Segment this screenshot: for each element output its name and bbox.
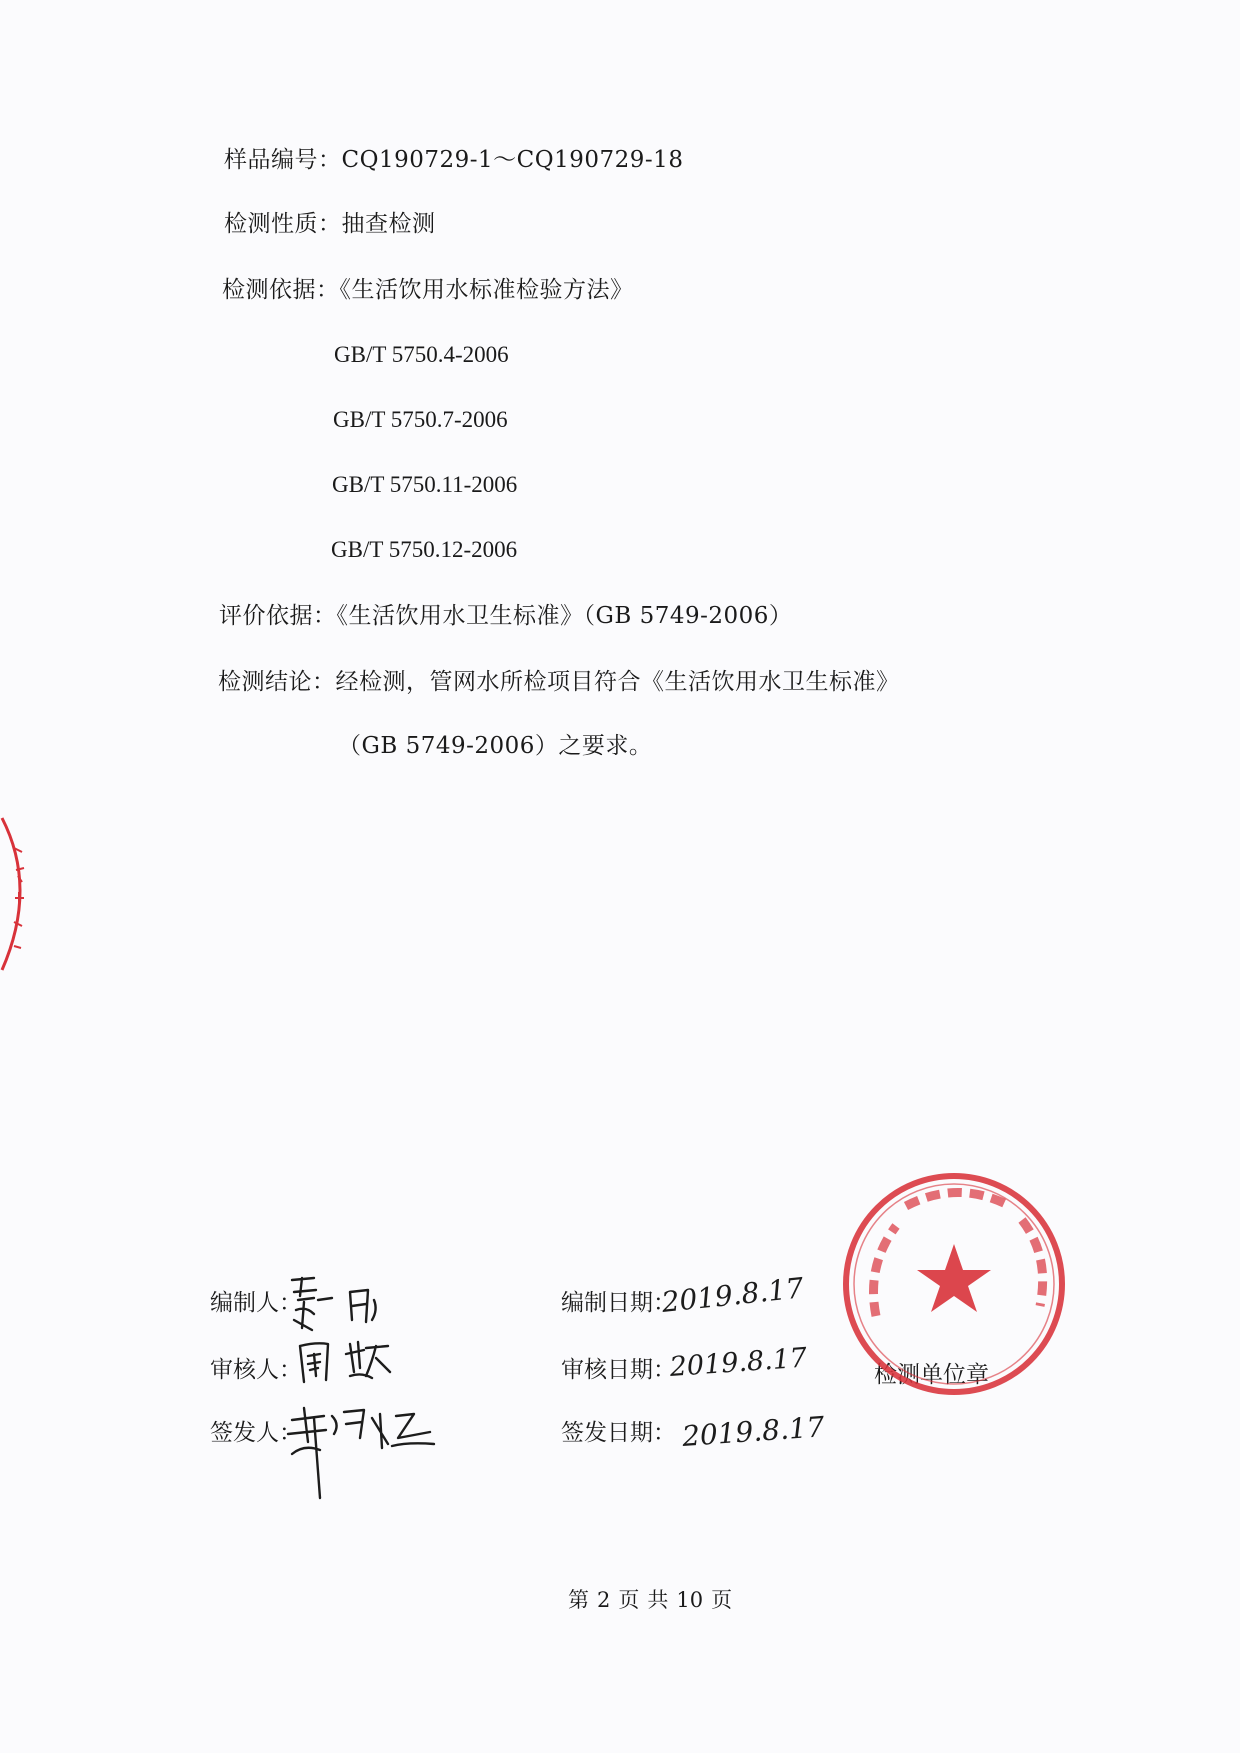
sample-number-value: CQ190729-1～CQ190729-18 — [341, 147, 684, 173]
conclusion-line-1: 经检测，管网水所检项目符合《生活饮用水卫生标准》 — [335, 669, 900, 695]
test-basis-value: 《生活饮用水标准检验方法》 — [339, 277, 634, 303]
sample-number-row — [224, 145, 683, 175]
conclusion-label: 检测结论： — [218, 669, 336, 695]
reviewer-label: 审核人： — [210, 1357, 302, 1383]
svg-text:2019.8.17: 2019.8.17 — [668, 1342, 808, 1384]
test-basis-row — [222, 275, 634, 305]
edge-seal-fragment — [0, 818, 40, 978]
footer-total-word: 共 — [647, 1588, 669, 1612]
conclusion-row — [218, 667, 900, 697]
conclusion-line-2: （GB 5749-2006）之要求。 — [338, 733, 653, 759]
sample-number-label: 样品编号： — [224, 147, 342, 173]
issuer-label: 签发人： — [210, 1420, 302, 1446]
evaluation-basis-value: 《生活饮用水卫生标准》（GB 5749-2006） — [336, 603, 793, 629]
standard-item: GB/T 5750.7-2006 — [333, 407, 508, 432]
svg-text:2019.8.17: 2019.8.17 — [660, 1271, 806, 1320]
compile-date-handwritten — [660, 1272, 810, 1332]
evaluation-basis-label: 评价依据： — [219, 603, 337, 629]
total-pages: 10 — [676, 1588, 704, 1612]
footer-prefix: 第 — [568, 1588, 589, 1612]
seal-label: 检测单位章 — [874, 1362, 989, 1388]
page-number — [564, 1586, 736, 1614]
review-date-handwritten — [668, 1338, 818, 1398]
test-nature-value: 抽查检测 — [341, 211, 436, 237]
evaluation-basis-row — [219, 601, 792, 631]
compile-date-label: 编制日期： — [561, 1290, 676, 1316]
svg-text:2019.8.17: 2019.8.17 — [681, 1410, 826, 1454]
test-basis-label: 检测依据： — [222, 277, 340, 303]
standard-item: GB/T 5750.4-2006 — [334, 342, 509, 367]
footer-suffix: 页 — [711, 1588, 733, 1612]
compiler-signature — [288, 1270, 398, 1340]
issue-date-handwritten — [680, 1402, 830, 1472]
issue-date-label: 签发日期： — [561, 1420, 676, 1446]
standard-item: GB/T 5750.11-2006 — [332, 472, 518, 497]
official-seal — [836, 1166, 1072, 1402]
current-page: 2 — [597, 1588, 611, 1612]
test-nature-label: 检测性质： — [224, 211, 342, 237]
footer-page-word: 页 — [618, 1588, 640, 1612]
issuer-signature — [284, 1398, 444, 1508]
test-nature-row — [224, 209, 436, 239]
standard-item: GB/T 5750.12-2006 — [331, 537, 518, 562]
compiler-label: 编制人： — [210, 1290, 302, 1316]
review-date-label: 审核日期： — [561, 1357, 676, 1383]
